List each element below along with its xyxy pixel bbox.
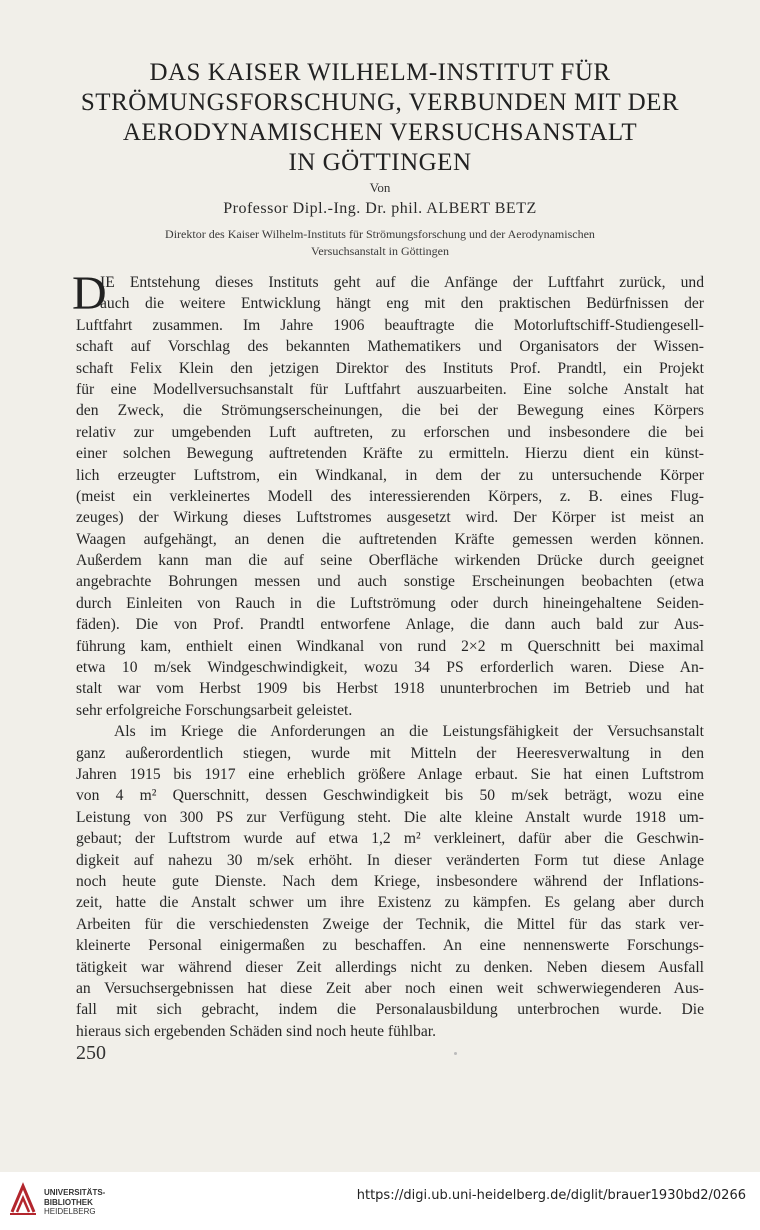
text-line: schaft auf Vorschlag des bekannten Mathematikers und Organisators der Wissen- xyxy=(76,338,704,356)
text-line: von 4 m² Querschnitt, dessen Geschwindigkeit bis 50 m/sek beträgt, wozu eine xyxy=(76,787,704,805)
library-line: UNIVERSITÄTS- xyxy=(44,1188,106,1197)
title-line: AERODYNAMISCHEN VERSUCHSANSTALT xyxy=(122,119,638,146)
title-line: DAS KAISER WILHELM-INSTITUT FÜR xyxy=(149,59,611,86)
byline: Von xyxy=(369,180,391,195)
text-line: Waagen aufgehängt, an denen die auftretenden Kräfte gemessen werden können. xyxy=(76,530,704,548)
text-line: an Versuchsergebnissen hat diese Zeit aber noch einen weit schwerwiegenderen Aus- xyxy=(76,979,704,997)
text-line: zeit, hatte die Anstalt schwer um ihre Existenz zu kämpfen. Es gelang aber durch xyxy=(76,894,704,912)
text-line: noch heute gute Dienste. Nach dem Kriege, insbesondere während der Inflations- xyxy=(76,872,704,890)
article-title xyxy=(0,58,760,178)
text-line: kleinerte Personal einigermaßen zu beschaffen. An eine nennenswerte Forschungs- xyxy=(76,937,704,955)
text-line: ganz außerordentlich stiegen, wurde mit Mitteln der Heeresverwaltung in den xyxy=(76,744,704,762)
text-line: lich erzeugter Luftstrom, ein Windkanal, in dem der zu untersuchende Körper xyxy=(76,466,704,484)
text-line: Leistung von 300 PS zur Verfügung steht. Die alte kleine Anstalt wurde 1918 um- xyxy=(76,808,704,826)
text-line: fall mit sich gebracht, indem die Personalausbildung unterbrochen wurde. Die xyxy=(76,1001,704,1019)
text-line: digkeit auf nahezu 30 m/sek erhöht. In dieser veränderten Form tut diese Anlage xyxy=(76,851,704,869)
text-line: angebrachte Bohrungen messen und auch sonstige Erscheinungen beobachten (etwa xyxy=(76,573,704,591)
text-line: Arbeiten für die verschiedensten Zweige der Technik, die Mittel für das stark ver- xyxy=(76,915,704,933)
text-line: auch die weitere Entwicklung hängt eng mit den praktischen Bedürfnissen der xyxy=(100,295,704,313)
text-line: sehr erfolgreiche Forschungsarbeit geleistet. xyxy=(76,701,353,719)
text-line: für eine Modellversuchsanstalt für Luftfahrt auszuarbeiten. Eine solche Anstalt hat xyxy=(76,380,704,398)
text-line: zeuges) der Wirkung dieses Luftstromes ausgesetzt wird. Der Körper ist meist an xyxy=(76,509,704,527)
text-line: gebaut; der Luftstrom wurde auf etwa 1,2 m² verkleinert, dafür aber die Geschwin- xyxy=(76,830,704,848)
text-line: schaft Felix Klein den jetzigen Direktor des Instituts Prof. Prandtl, ein Projekt xyxy=(76,359,704,377)
text-line: Jahren 1915 bis 1917 eine erheblich größere Anlage erbaut. Sie hat einen Luftstrom xyxy=(76,765,704,783)
text-line: stalt war vom Herbst 1909 bis Herbst 1918 ununterbrochen im Betrieb und hat xyxy=(76,680,704,698)
library-line: BIBLIOTHEK xyxy=(44,1197,93,1207)
text-line: durch Einleiten von Rauch in die Luftströmung oder durch hineingehaltene Seiden- xyxy=(76,594,704,612)
page-number: 250 xyxy=(76,1042,106,1064)
text-line: hieraus sich ergebenden Schäden sind noch heute fühlbar. xyxy=(76,1022,436,1040)
article-body xyxy=(72,267,704,1042)
affiliation-line: Versuchsanstalt in Göttingen xyxy=(311,244,449,258)
text-line: tätigkeit war während dieser Zeit allerdings nicht zu denken. Neben diesem Ausfall xyxy=(76,958,704,976)
text-line: Als im Kriege die Anforderungen an die Leistungsfähigkeit der Versuchsanstalt xyxy=(114,723,704,741)
text-line: führung kam, enthielt einen Windkanal von rund 2×2 m Querschnitt bei maximal xyxy=(76,637,704,655)
text-line: Luftfahrt zusammen. Im Jahre 1906 beauftragte die Motorluftschiff-Studiengesell- xyxy=(76,316,704,334)
drop-cap: D xyxy=(72,267,107,320)
text-line: IE Entstehung dieses Instituts geht auf die Anfänge der Luftfahrt zurück, und xyxy=(100,274,704,291)
text-line: einer solchen Bewegung auftretenden Kräfte zu ermitteln. Hierzu dient ein künst- xyxy=(76,445,704,463)
text-line: Außerdem kann man die auf seine Oberfläche wirkenden Drücke durch geeignet xyxy=(76,552,704,570)
speck xyxy=(454,1052,457,1055)
paragraph-1 xyxy=(76,272,704,721)
title-line: STRÖMUNGSFORSCHUNG, VERBUNDEN MIT DER xyxy=(80,89,680,116)
paragraph-2 xyxy=(76,721,704,1042)
library-logo-icon xyxy=(8,1182,38,1216)
footer-bar xyxy=(0,1172,760,1230)
affiliation-line: Direktor des Kaiser Wilhelm-Instituts für Strömungsforschung und der Aerodynamischen xyxy=(165,227,595,241)
source-url-link[interactable]: https://digi.ub.uni-heidelberg.de/diglit/brauer1930bd2/0266 xyxy=(356,1188,746,1203)
text-line: den Zweck, die Strömungserscheinungen, die bei der Bewegung eines Körpers xyxy=(76,402,704,420)
text-line: fäden). Die von Prof. Prandtl entworfene Anlage, die dann auch bald zur Aus- xyxy=(76,616,704,634)
text-line: relativ zur umgebenden Luft auftreten, zu erforschen und insbesondere die bei xyxy=(76,423,704,441)
affiliation xyxy=(0,226,760,260)
library-name xyxy=(44,1188,105,1217)
text-line: (meist ein verkleinertes Modell des interessierenden Körpers, z. B. eines Flug- xyxy=(76,487,704,505)
text-line: etwa 10 m/sek Windgeschwindigkeit, wozu 34 PS erforderlich waren. Diese An- xyxy=(76,659,704,677)
author: Professor Dipl.-Ing. Dr. phil. ALBERT BETZ xyxy=(223,200,537,217)
library-line: HEIDELBERG xyxy=(44,1207,96,1216)
title-line: IN GÖTTINGEN xyxy=(288,149,472,176)
